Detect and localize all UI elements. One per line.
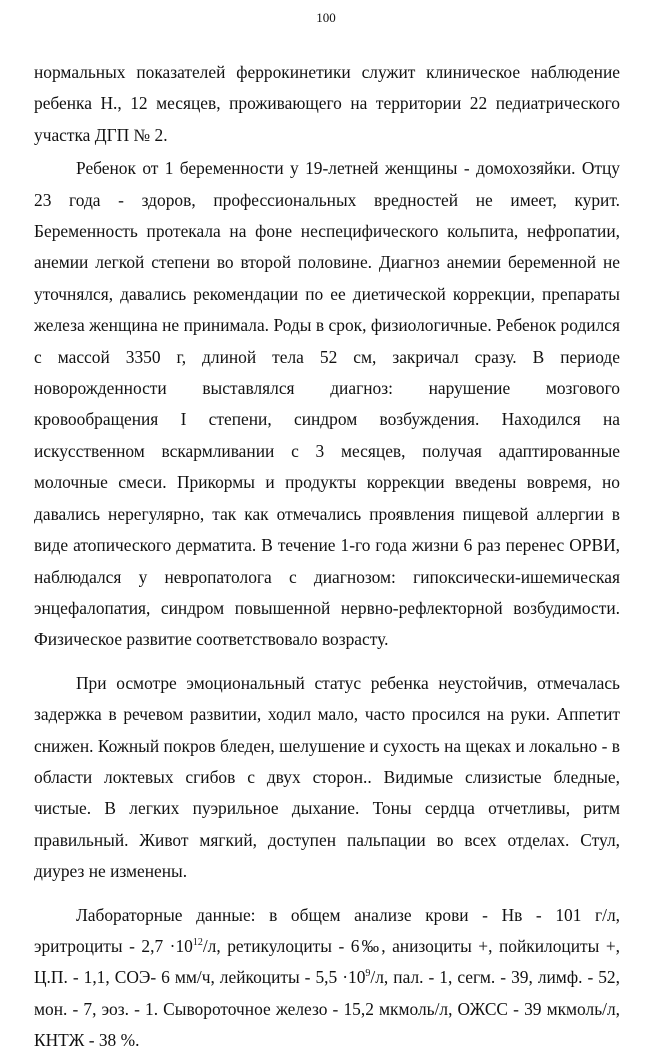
document-body: [34, 57, 620, 1057]
lab-text-part-2: /л, ретикулоциты - 6‰, анизоциты +, пойкилоциты +, Ц.П. - 1,1, СОЭ- 6 мм/ч, лейкоциты - 5,5 ·10: [34, 935, 620, 988]
exponent-leukocytes: 9: [365, 968, 371, 980]
lab-text-part-1: Лабораторные данные: в общем анализе крови - Нв - 101 г/л, эритроциты - 2,7 ·10: [34, 904, 620, 956]
paragraph-anamnesis: Ребенок от 1 беременности у 19-летней женщины - домохозяйки. Отцу 23 года - здоров, профессиональных вредностей не имеет, курит. Беременность протекала на фоне неспецифического кольпита, нефропатии, анемии легкой степени во второй половине. Диагноз анемии беременной не уточнялся, давались рекомендации по ее диетической коррекции, препараты железа женщина не принимала. Роды в срок, физиологичные. Ребенок родился с массой 3350 г, длиной тела 52 см, закричал сразу. В периоде новорожденности выставлялся диагноз: нарушение мозгового кровообращения I степени, синдром возбуждения. Находился на искусственном вскармливании с 3 месяцев, получая адаптированные молочные смеси. Прикормы и продукты коррекции введены вовремя, но давались нерегулярно, так как отмечались проявления пищевой аллергии в виде атопического дерматита. В течение 1-го года жизни 6 раз перенес ОРВИ, наблюдался у невропатолога с диагнозом: гипоксически-ишемическая энцефалопатия, синдром повышенной нервно-рефлекторной возбудимости. Физическое развитие соответствовало возрасту.: [34, 158, 620, 650]
lab-text-part-3: /л, пал. - 1, сегм. - 39, лимф. - 52, мон. - 7, эоз. - 1. Сывороточное железо - 15,2 мкмоль/л, ОЖСС - 39 мкмоль/л, КНТЖ - 38 %.: [34, 967, 620, 1051]
paragraph-lab-data: [34, 900, 620, 1057]
exponent-erythrocytes: 12: [192, 936, 203, 948]
paragraph-intro-continuation: нормальных показателей феррокинетики служит клиническое наблюдение ребенка Н., 12 месяцев, проживающего на территории 22 педиатрического участка ДГП № 2.: [34, 62, 620, 145]
paragraph-examination: При осмотре эмоциональный статус ребенка неустойчив, отмечалась задержка в речевом развитии, ходил мало, часто просился на руки. Аппетит снижен. Кожный покров бледен, шелушение и сухость на щеках и локально - в области локтевых сгибов с двух сторон.. Видимые слизистые бледные, чистые. В легких пуэрильное дыхание. Тоны сердца отчетливы, ритм правильный. Живот мягкий, доступен пальпации во всех отделах. Стул, диурез не изменены.: [34, 672, 620, 882]
page-number: 100: [316, 10, 336, 25]
